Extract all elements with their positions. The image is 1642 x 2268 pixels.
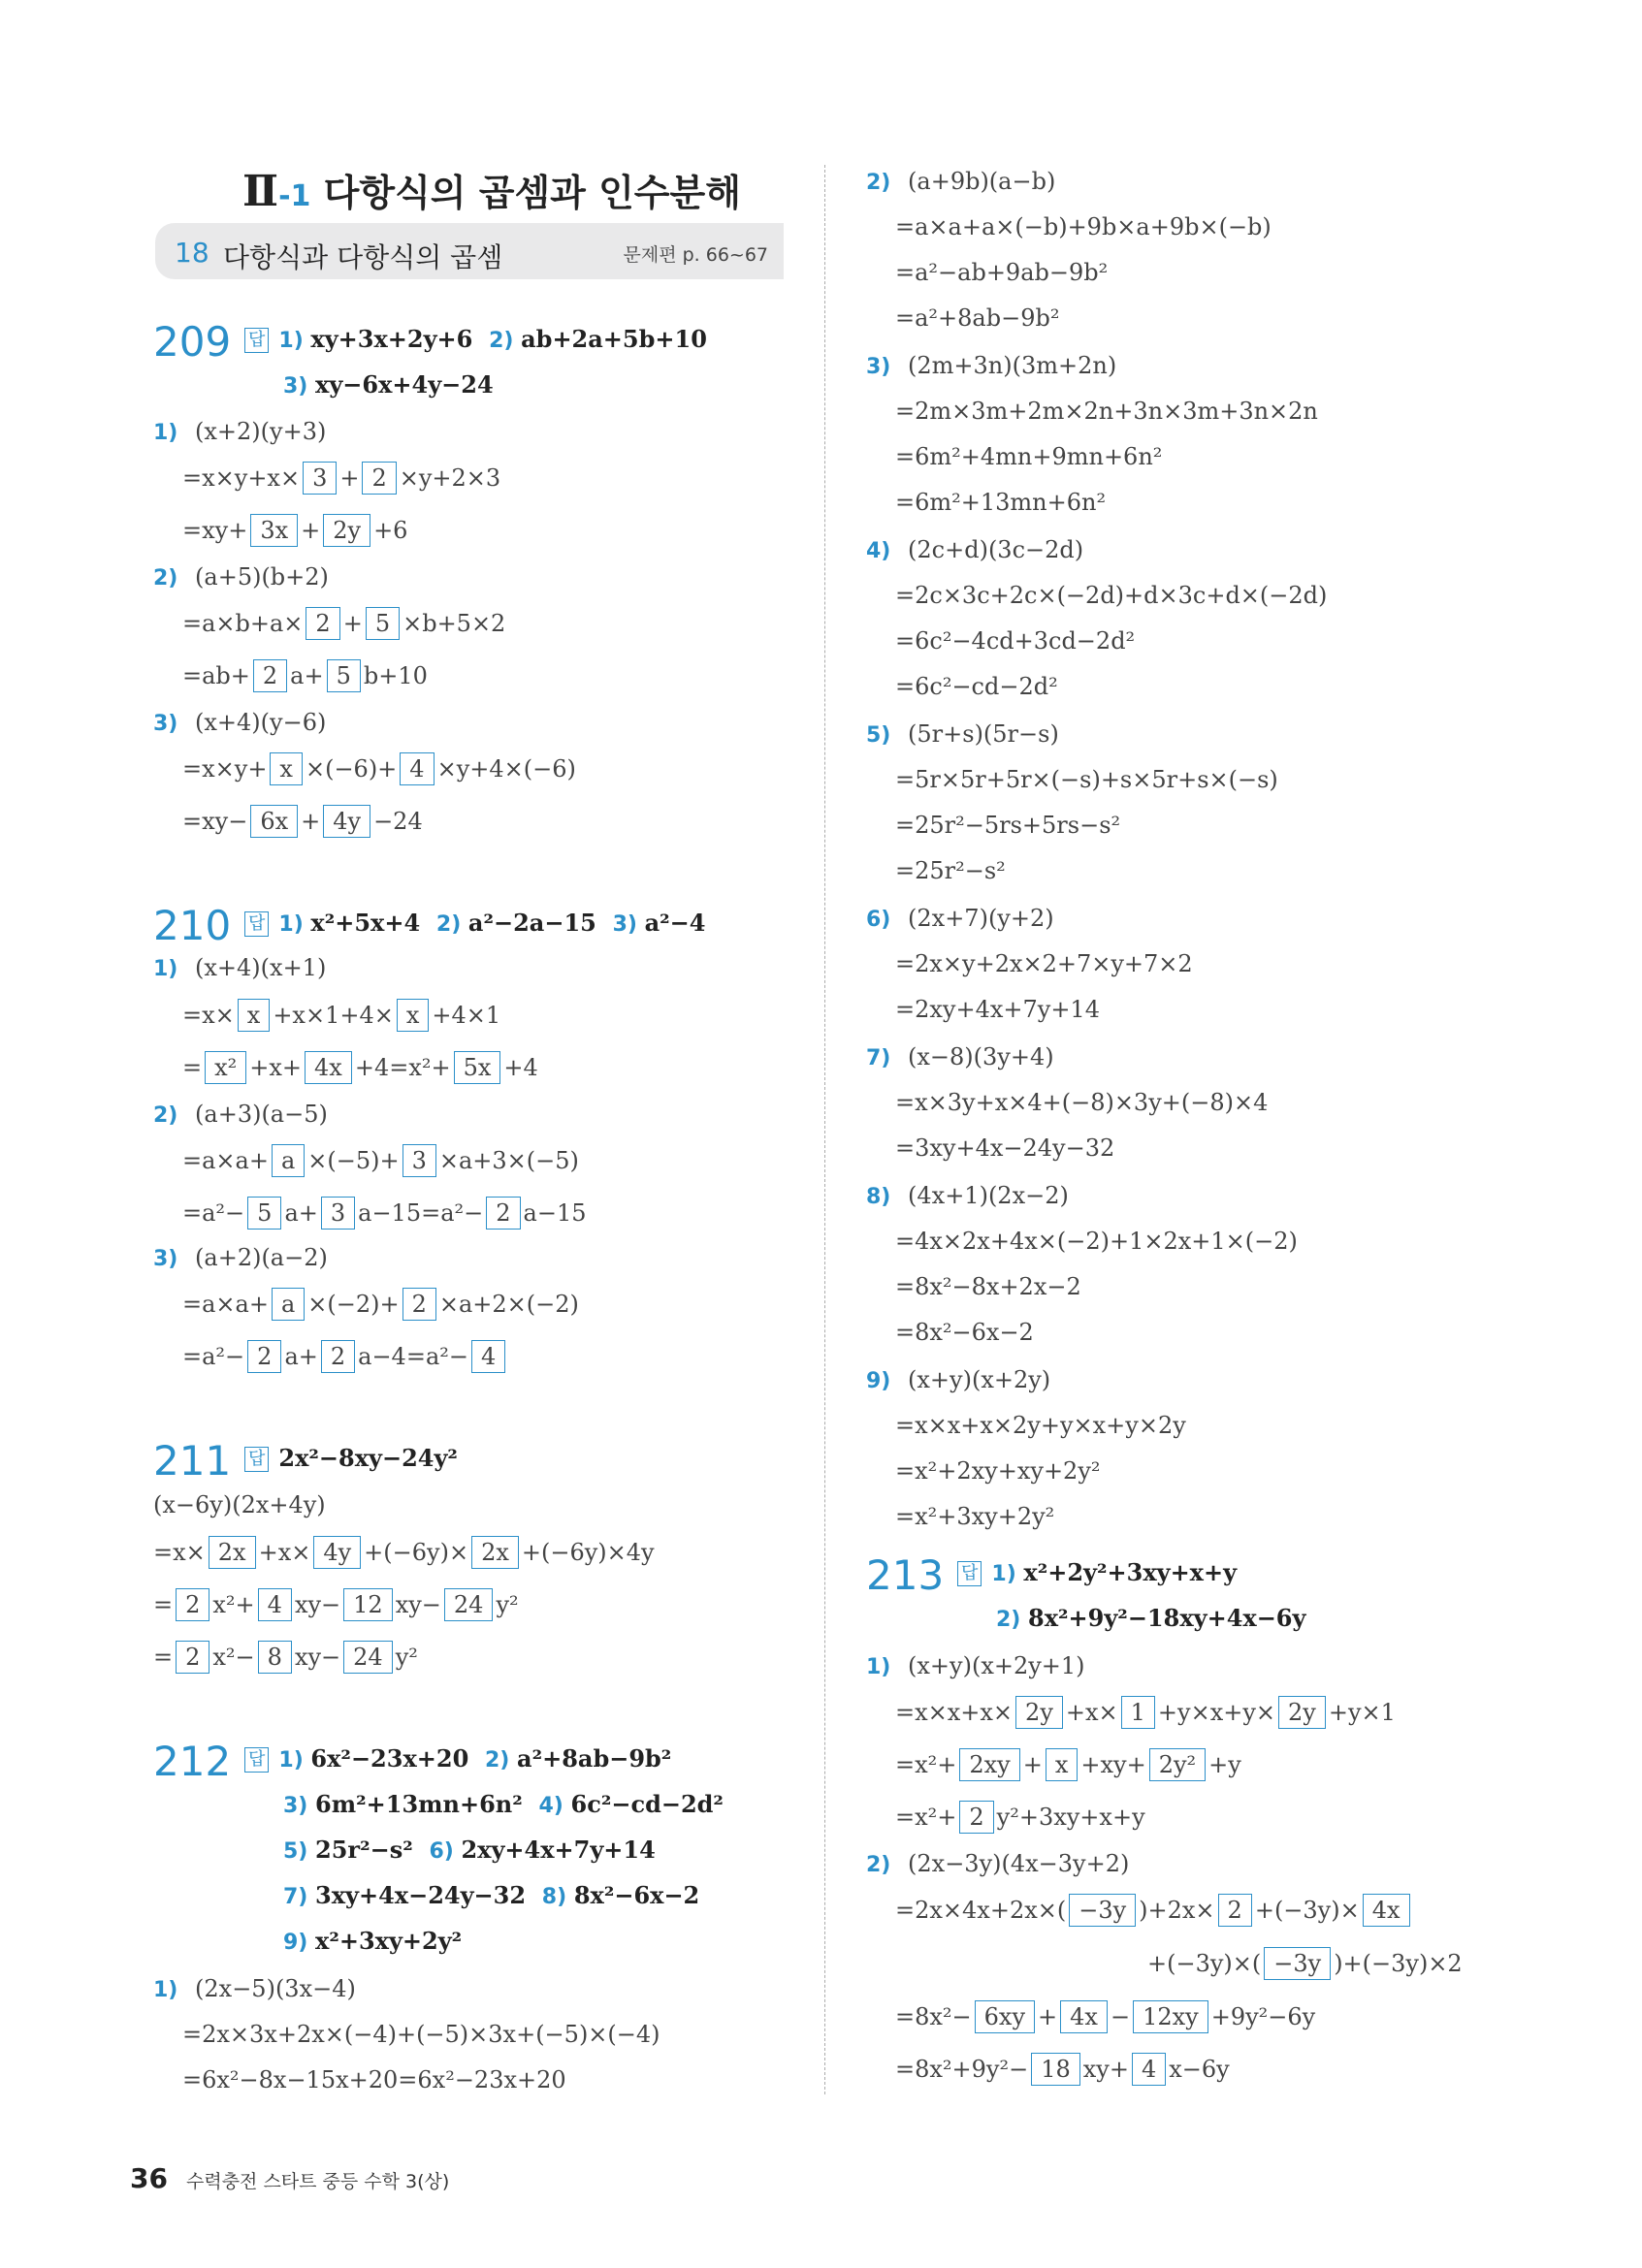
answer-box: −3y	[1264, 1947, 1331, 1980]
math-text: )+2x×	[1139, 1897, 1215, 1924]
page-number: 36	[130, 2162, 168, 2194]
math-text: +	[1038, 2003, 1058, 2030]
math-text: x²+	[212, 1591, 255, 1618]
answer-box: 2y²	[1149, 1748, 1206, 1781]
math-text: (x+y)(x+2y+1)	[908, 1652, 1085, 1679]
section-number: 18	[175, 237, 209, 269]
answer-box: a	[272, 1144, 305, 1177]
math-text: 8)	[541, 1885, 574, 1909]
math-text: 5)	[866, 723, 899, 748]
answer-box: x	[270, 752, 303, 785]
math-text: =	[182, 1054, 203, 1081]
answer-box: 2	[486, 1197, 520, 1230]
math-text: 6)	[429, 1839, 462, 1864]
solution-line	[153, 1100, 328, 1131]
math-text: 9)	[283, 1931, 316, 1955]
math-text: a²+8ab−9b²	[517, 1744, 672, 1773]
math-text: (2c+d)(3c−2d)	[908, 536, 1084, 563]
solution-line: =a×a+a×(−b)+9b×a+9b×(−b)	[895, 213, 1272, 240]
problem-number-212: 212	[153, 1738, 232, 1785]
math-text: ×(−2)+	[307, 1291, 400, 1318]
answer-box: 5x	[454, 1051, 501, 1084]
solution-line	[866, 1042, 1054, 1073]
solution-line: =4x×2x+4x×(−2)+1×2x+1×(−2)	[895, 1228, 1298, 1255]
math-text: a+	[284, 1199, 318, 1227]
answer-box: 5	[247, 1197, 281, 1230]
solution-line	[182, 1144, 579, 1177]
solution-line	[153, 562, 329, 593]
answer-box: x²	[205, 1051, 246, 1084]
math-text: 1)	[866, 1655, 899, 1679]
solution-line	[866, 535, 1083, 566]
answer-box: 2x	[209, 1536, 256, 1569]
math-text: =ab+	[182, 662, 250, 689]
solution-line: =x²+3xy+2y²	[895, 1503, 1055, 1530]
math-text: a+	[290, 662, 324, 689]
math-text: =xy+	[182, 517, 248, 544]
math-text: =x×	[182, 1002, 235, 1029]
math-text: 3xy+4x−24y−32	[315, 1881, 527, 1909]
solution-line	[182, 607, 505, 640]
answer-box: 2	[959, 1801, 993, 1834]
answer-box: −3y	[1069, 1894, 1136, 1927]
solution-line	[182, 1288, 579, 1321]
answer-box: 3x	[250, 514, 298, 547]
math-text: 3)	[153, 1247, 186, 1271]
answer-box: 4x	[1060, 2000, 1108, 2033]
answer-box: 6x	[250, 805, 298, 838]
math-text: xy−	[395, 1591, 441, 1618]
answer-box: 2xy	[959, 1748, 1019, 1781]
math-text: −24	[373, 808, 423, 835]
solution-line	[153, 1536, 655, 1569]
math-text: +	[342, 610, 363, 637]
math-text: =a²−	[182, 1343, 245, 1370]
math-text: ×a+2×(−2)	[438, 1291, 579, 1318]
solution-line: =25r²−5rs+5rs−s²	[895, 812, 1121, 839]
math-text: =x×x+x×	[895, 1699, 1014, 1726]
math-text: ×y+2×3	[399, 464, 501, 492]
math-text: 1)	[278, 1748, 311, 1773]
problem-number-209: 209	[153, 318, 232, 366]
answer-211	[244, 1444, 458, 1473]
math-text: +x×	[258, 1539, 311, 1566]
answer-box: x	[1046, 1748, 1079, 1781]
section-banner	[155, 223, 784, 279]
solution-line: =2c×3c+2c×(−2d)+d×3c+d×(−2d)	[895, 582, 1328, 609]
math-text: +y×1	[1328, 1699, 1396, 1726]
answer-box: 2	[402, 1288, 436, 1321]
math-text: (2x+7)(y+2)	[908, 905, 1054, 932]
math-text: (2x−5)(3x−4)	[195, 1975, 356, 2002]
answer-212-line4	[283, 1881, 699, 1912]
math-text: 3)	[283, 374, 316, 399]
math-text: x²−	[212, 1644, 255, 1671]
chapter-number: -1	[278, 179, 311, 213]
math-text: (x+4)(y−6)	[195, 709, 327, 736]
math-text: y²	[395, 1644, 418, 1671]
answer-box: 4	[400, 752, 434, 785]
answer-209-line1	[244, 325, 707, 356]
solution-line	[866, 719, 1059, 751]
math-text: 3)	[866, 355, 899, 379]
math-text: 2)	[866, 1853, 899, 1877]
math-text: 2)	[866, 171, 899, 195]
solution-line: =2x×y+2x×2+7×y+7×2	[895, 950, 1193, 977]
math-text: 2x²−8xy−24y²	[278, 1444, 458, 1472]
math-text: +(−6y)×	[364, 1539, 469, 1566]
math-text: +9y²−6y	[1210, 2003, 1316, 2030]
math-text: 2)	[484, 1748, 518, 1773]
math-text: a−4=a²−	[358, 1343, 468, 1370]
column-divider	[824, 165, 825, 2094]
math-text: 1)	[278, 329, 311, 353]
math-text: ab+2a+5b+10	[521, 325, 707, 353]
math-text: ×a+3×(−5)	[438, 1147, 579, 1174]
answer-box: x	[238, 999, 271, 1032]
math-text: (a+5)(b+2)	[195, 563, 329, 591]
answer-box: x	[397, 999, 430, 1032]
math-text: 25r²−s²	[315, 1836, 413, 1864]
answer-box: 4y	[323, 805, 370, 838]
math-text: =a²−	[182, 1199, 245, 1227]
solution-line	[1147, 1947, 1463, 1980]
answer-box: 2	[362, 462, 396, 495]
math-text: 8)	[866, 1185, 899, 1209]
solution-line	[895, 1748, 1241, 1781]
solution-line: =8x²−6x−2	[895, 1319, 1034, 1346]
math-text: =a×a+	[182, 1291, 269, 1318]
math-text: +x×	[1065, 1699, 1118, 1726]
math-text: +y	[1208, 1751, 1241, 1778]
math-text: =2x×4x+2x×(	[895, 1897, 1067, 1924]
answer-box: 2y	[1015, 1696, 1063, 1729]
answer-box: 4y	[313, 1536, 361, 1569]
math-text: y²	[496, 1591, 519, 1618]
math-text: 2)	[996, 1608, 1029, 1632]
answer-212-line2	[283, 1790, 724, 1821]
solution-line	[182, 752, 576, 785]
math-text: 2)	[489, 329, 522, 353]
math-text: ×y+4×(−6)	[436, 755, 576, 783]
answer-label: 답	[957, 1561, 982, 1586]
answer-box: 2y	[1278, 1696, 1326, 1729]
answer-box: 3	[402, 1144, 436, 1177]
solution-line	[895, 2000, 1315, 2033]
answer-box: 2	[247, 1340, 281, 1373]
solution-line: =6m²+13mn+6n²	[895, 489, 1107, 516]
math-text: 7)	[283, 1885, 316, 1909]
answer-box: 2	[253, 659, 287, 692]
solution-line	[153, 1974, 356, 2005]
solution-line: =x×x+x×2y+y×x+y×2y	[895, 1412, 1186, 1439]
answer-box: 18	[1031, 2053, 1080, 2086]
answer-box: a	[272, 1288, 305, 1321]
math-text: xy+3x+2y+6	[310, 325, 473, 353]
answer-box: 2	[1218, 1894, 1252, 1927]
solution-line	[895, 1894, 1413, 1927]
solution-line: =x²+2xy+xy+2y²	[895, 1457, 1101, 1485]
chapter-roman: Ⅱ	[242, 167, 279, 216]
math-text: =a×a+	[182, 1147, 269, 1174]
math-text: +y×x+y×	[1157, 1699, 1276, 1726]
math-text: y²+3xy+x+y	[996, 1804, 1145, 1831]
math-text: +x+	[249, 1054, 303, 1081]
math-text: xy−6x+4y−24	[315, 370, 494, 399]
solution-line: =a²−ab+9ab−9b²	[895, 259, 1109, 286]
math-text: =8x²+9y²−	[895, 2056, 1029, 2083]
math-text: x²+3xy+2y²	[315, 1927, 463, 1955]
math-text: (a+9b)(a−b)	[908, 168, 1056, 195]
math-text: 6c²−cd−2d²	[570, 1790, 724, 1818]
solution-line: =25r²−s²	[895, 857, 1006, 884]
answer-box: 5	[327, 659, 361, 692]
solution-line	[153, 1588, 519, 1621]
solution-line	[153, 708, 326, 739]
math-text: 1)	[153, 957, 186, 981]
math-text: 2)	[435, 912, 468, 937]
math-text: 3)	[612, 912, 645, 937]
solution-line: =2xy+4x+7y+14	[895, 996, 1100, 1023]
math-text: x²+5x+4	[310, 909, 421, 937]
math-text: 7)	[866, 1046, 899, 1070]
answer-box: 4	[258, 1588, 292, 1621]
solution-line	[866, 351, 1116, 382]
chapter-heading	[242, 163, 741, 216]
math-text: xy−	[294, 1644, 341, 1671]
answer-210	[244, 909, 705, 940]
solution-line: =2x×3x+2x×(−4)+(−5)×3x+(−5)×(−4)	[182, 2021, 660, 2048]
solution-line	[866, 1849, 1129, 1880]
math-text: a−15=a²−	[358, 1199, 484, 1227]
solution-line	[866, 167, 1055, 198]
answer-box: 12	[343, 1588, 393, 1621]
solution-line	[866, 1181, 1069, 1212]
solution-line: =3xy+4x−24y−32	[895, 1134, 1115, 1162]
solution-line	[866, 904, 1054, 935]
answer-212-line1	[244, 1744, 671, 1775]
math-text: b+10	[363, 662, 428, 689]
math-text: 5)	[283, 1839, 316, 1864]
answer-box: 4x	[1363, 1894, 1410, 1927]
math-text: (a+2)(a−2)	[195, 1244, 328, 1271]
math-text: 4)	[866, 539, 899, 563]
math-text: +(−3y)×	[1254, 1897, 1360, 1924]
math-text: (x−8)(3y+4)	[908, 1043, 1054, 1070]
math-text: =xy−	[182, 808, 248, 835]
solution-line: =a²+8ab−9b²	[895, 304, 1060, 332]
math-text: x²+2y²+3xy+x+y	[1023, 1558, 1238, 1586]
math-text: ×(−5)+	[307, 1147, 400, 1174]
solution-line: =6c²−cd−2d²	[895, 673, 1058, 700]
answer-box: 5	[366, 607, 400, 640]
math-text: 1)	[278, 912, 311, 937]
answer-box: 3	[321, 1197, 355, 1230]
answer-box: 12xy	[1133, 2000, 1208, 2033]
answer-213-line1	[957, 1558, 1237, 1589]
math-text: +4×1	[432, 1002, 501, 1029]
math-text: 3)	[283, 1794, 316, 1818]
math-text: 8x²−6x−2	[573, 1881, 700, 1909]
solution-line	[182, 514, 407, 547]
answer-box: 2	[321, 1340, 355, 1373]
math-text: +	[339, 464, 360, 492]
math-text: +xy+	[1080, 1751, 1146, 1778]
section-title: 다항식과 다항식의 곱셈	[223, 241, 503, 273]
solution-line	[153, 1243, 328, 1274]
answer-box: 1	[1121, 1696, 1155, 1729]
math-text: xy−	[294, 1591, 341, 1618]
answer-label: 답	[244, 328, 269, 353]
answer-box: 4	[1132, 2053, 1166, 2086]
solution-line	[866, 1365, 1050, 1396]
solution-line	[895, 1801, 1145, 1834]
math-text: x−6y	[1169, 2056, 1230, 2083]
math-text: 2)	[153, 1103, 186, 1128]
math-text: =	[153, 1591, 174, 1618]
answer-box: 2y	[323, 514, 370, 547]
math-text: +6	[373, 517, 408, 544]
math-text: +(−6y)×4y	[521, 1539, 655, 1566]
solution-line	[182, 999, 500, 1032]
math-text: 1)	[153, 1978, 186, 2002]
solution-line	[182, 462, 500, 495]
answer-box: 24	[444, 1588, 494, 1621]
solution-line: =6c²−4cd+3cd−2d²	[895, 627, 1136, 655]
math-text: +	[301, 808, 321, 835]
solution-line	[866, 1651, 1085, 1682]
answer-212-line3	[283, 1836, 656, 1867]
solution-line	[153, 953, 326, 984]
answer-label: 답	[244, 911, 269, 937]
solution-line: =8x²−8x+2x−2	[895, 1273, 1081, 1300]
math-text: 8x²+9y²−18xy+4x−6y	[1028, 1604, 1306, 1632]
math-text: 6)	[866, 908, 899, 932]
solution-line	[153, 417, 326, 448]
math-text: 2)	[153, 566, 186, 591]
math-text: (a+3)(a−5)	[195, 1101, 328, 1128]
math-text: ×b+5×2	[402, 610, 506, 637]
solution-line: =2m×3m+2m×2n+3n×3m+3n×2n	[895, 398, 1318, 425]
problem-number-210: 210	[153, 902, 232, 949]
math-text: a²−4	[644, 909, 706, 937]
answer-box: 2x	[471, 1536, 519, 1569]
answer-209-line2	[283, 370, 494, 401]
math-text: +(−3y)×(	[1147, 1950, 1262, 1977]
solution-line	[895, 1696, 1396, 1729]
math-text: =x×y+	[182, 755, 268, 783]
problem-number-213: 213	[866, 1551, 945, 1599]
math-text: +4=x²+	[354, 1054, 451, 1081]
answer-label: 답	[244, 1447, 269, 1472]
solution-line: =5r×5r+5r×(−s)+s×5r+s×(−s)	[895, 766, 1278, 793]
math-text: (4x+1)(2x−2)	[908, 1182, 1069, 1209]
math-text: 6m²+13mn+6n²	[315, 1790, 523, 1818]
math-text: xy+	[1082, 2056, 1129, 2083]
solution-line: =x×3y+x×4+(−8)×3y+(−8)×4	[895, 1089, 1269, 1116]
solution-line: (x−6y)(2x+4y)	[153, 1491, 326, 1518]
answer-box: 2	[306, 607, 339, 640]
math-text: 4)	[538, 1794, 571, 1818]
math-text: 2xy+4x+7y+14	[461, 1836, 656, 1864]
section-page-ref: 문제편 p. 66~67	[623, 244, 768, 266]
math-text: ×(−6)+	[305, 755, 398, 783]
solution-line	[182, 659, 428, 692]
solution-line: =6m²+4mn+9mn+6n²	[895, 443, 1163, 470]
math-text: a+	[284, 1343, 318, 1370]
answer-box: 4x	[305, 1051, 352, 1084]
math-text: a²−2a−15	[467, 909, 596, 937]
book-title: 수력충전 스타트 중등 수학 3(상)	[186, 2171, 450, 2192]
math-text: 1)	[991, 1562, 1024, 1586]
answer-box: 3	[303, 462, 337, 495]
problem-number-211: 211	[153, 1437, 232, 1485]
math-text: (5r+s)(5r−s)	[908, 720, 1059, 748]
answer-box: 2	[176, 1641, 209, 1674]
math-text: =x×	[153, 1539, 206, 1566]
answer-box: 2	[176, 1588, 209, 1621]
math-text: =8x²−	[895, 2003, 972, 2030]
math-text: (2x−3y)(4x−3y+2)	[908, 1850, 1130, 1877]
math-text: +4	[503, 1054, 538, 1081]
math-text: )+(−3y)×2	[1334, 1950, 1463, 1977]
answer-box: 4	[471, 1340, 505, 1373]
answer-212-line5	[283, 1927, 462, 1958]
math-text: −	[1110, 2003, 1131, 2030]
math-text: 3)	[153, 712, 186, 736]
math-text: =x²+	[895, 1804, 957, 1831]
math-text: (x+4)(x+1)	[195, 954, 327, 981]
math-text: =x×y+x×	[182, 464, 301, 492]
math-text: =	[153, 1644, 174, 1671]
chapter-title: 다항식의 곱셈과 인수분해	[323, 172, 741, 214]
solution-line	[182, 1197, 587, 1230]
math-text: 1)	[153, 421, 186, 445]
solution-line	[182, 1340, 508, 1373]
math-text: +x×1+4×	[273, 1002, 394, 1029]
answer-label: 답	[244, 1747, 269, 1773]
answer-box: 8	[258, 1641, 292, 1674]
math-text: (x+2)(y+3)	[195, 418, 327, 445]
solution-line	[153, 1641, 418, 1674]
math-text: a−15	[523, 1199, 587, 1227]
solution-line	[895, 2053, 1230, 2086]
answer-213-line2	[996, 1604, 1305, 1635]
solution-line	[182, 1051, 538, 1084]
math-text: +	[301, 517, 321, 544]
answer-box: 24	[343, 1641, 393, 1674]
math-text: 9)	[866, 1369, 899, 1393]
answer-box: 6xy	[975, 2000, 1035, 2033]
math-text: (2m+3n)(3m+2n)	[908, 352, 1117, 379]
math-text: =a×b+a×	[182, 610, 304, 637]
solution-line	[182, 805, 423, 838]
math-text: 6x²−23x+20	[310, 1744, 469, 1773]
math-text: (x+y)(x+2y)	[908, 1366, 1051, 1393]
math-text: +	[1022, 1751, 1043, 1778]
solution-line: =6x²−8x−15x+20=6x²−23x+20	[182, 2066, 566, 2093]
math-text: =x²+	[895, 1751, 957, 1778]
